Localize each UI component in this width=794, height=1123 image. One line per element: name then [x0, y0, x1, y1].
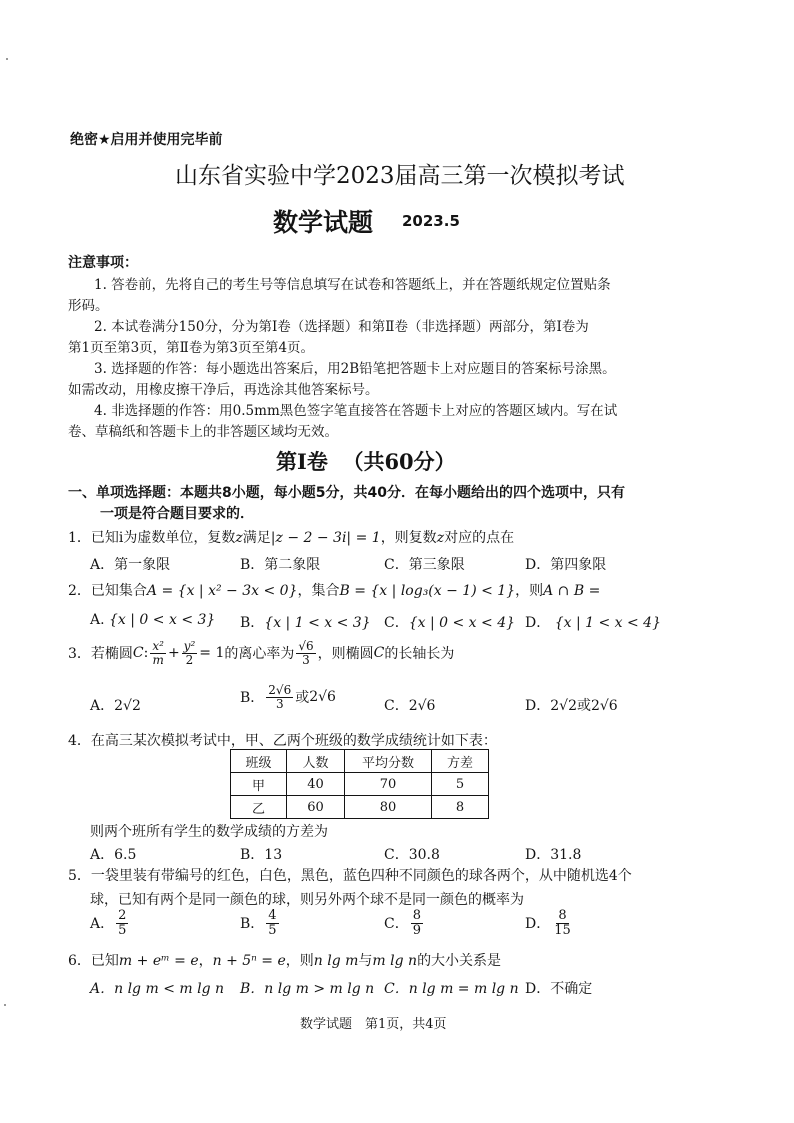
table-header: 方差 — [432, 750, 489, 773]
table-cell: 40 — [287, 773, 345, 796]
table-cell: 8 — [432, 796, 489, 819]
q5-option-d: D． $\frac{8}{15}$ — [525, 908, 571, 938]
note-1-line-1: 1. 答卷前，先将自己的考生号等信息填写在试卷和答题纸上，并在答题纸规定位置贴条 — [94, 277, 611, 293]
question-5-line-2: 球，已知有两个是同一颜色的球，则另外两个球不是同一颜色的概率为 — [90, 892, 524, 908]
question-3-stem: 3．若椭圆 C : $\frac{\text{x²}}{m}$ + $\frac{\text{y²}}{2}$ = 1 的离心率为 $\frac{√6}{3}$ ，则椭圆 C 的长轴长为 — [68, 639, 455, 667]
exam-date: 2023.5 — [402, 212, 460, 230]
table-cell: 甲 — [231, 773, 287, 796]
secret-label: 绝密★启用并使用完毕前 — [70, 132, 223, 148]
q3-option-d: D．2√2或2√6 — [525, 698, 618, 714]
question-4-stem: 4．在高三某次模拟考试中，甲、乙两个班级的数学成绩统计如下表： — [68, 733, 497, 749]
question-5-line-1: 5．一袋里装有带编号的红色，白色，黑色，蓝色四种不同颜色的球各两个，从中随机选4个 — [68, 868, 632, 884]
q6-option-c: C．n lg m = m lg n — [384, 981, 519, 997]
table-cell: 70 — [345, 773, 432, 796]
part-1-title: 第Ⅰ卷 （共60分） — [276, 449, 456, 474]
note-2-line-1: 2. 本试卷满分150分，分为第Ⅰ卷（选择题）和第Ⅱ卷（非选择题）两部分，第Ⅰ卷为 — [94, 319, 589, 335]
q2-option-d: D． {x | 1 < x < 4} — [525, 615, 661, 631]
subject-title: 数学试题 — [273, 208, 374, 237]
q1-option-b: B．第二象限 — [240, 557, 321, 573]
q4-option-b: B．13 — [240, 847, 283, 863]
q1-option-a: A．第一象限 — [90, 557, 171, 573]
note-2-line-2: 第1页至第3页，第Ⅱ卷为第3页至第4页。 — [68, 340, 315, 356]
q5-option-c: C． $\frac{8}{9}$ — [384, 908, 421, 938]
table-header-row — [231, 750, 489, 773]
q2-option-a: A. {x | 0 < x < 3} — [90, 612, 216, 628]
section-1-line-1: 一、单项选择题：本题共8小题，每小题5分，共40分．在每小题给出的四个选项中，只有 — [68, 485, 625, 501]
q6-option-b: B．n lg m > m lg n — [240, 981, 375, 997]
q3-option-b: B． $\frac{2√6}{3}$ 或 2√6 — [240, 683, 336, 711]
q1-option-d: D．第四象限 — [525, 557, 607, 573]
q3-option-c: C．2√6 — [384, 698, 436, 714]
question-1-stem: 1．已知i为虚数单位，复数z满足|z − 2 − 3i| = 1，则复数z对应的点在 — [68, 530, 515, 546]
q5-option-b: B． $\frac{4}{5}$ — [240, 908, 277, 938]
page-footer: 数学试题 第1页，共4页 — [300, 1017, 447, 1032]
note-4-line-1: 4. 非选择题的作答：用0.5mm黑色签字笔直接答在答题卡上对应的答题区域内。写在试 — [94, 403, 618, 419]
note-4-line-2: 卷、草稿纸和答题卡上的非答题区域均无效。 — [68, 424, 338, 440]
question-2-stem: 2．已知集合A = {x | x² − 3x < 0}，集合B = {x | log₃(x − 1) < 1}，则A ∩ B = — [68, 583, 601, 599]
note-3-line-2: 如需改动，用橡皮擦干净后，再选涂其他答案标号。 — [68, 382, 379, 398]
q1-option-c: C．第三象限 — [384, 557, 465, 573]
score-table — [230, 749, 489, 819]
q3-option-a: A．2√2 — [90, 698, 141, 714]
table-header: 人数 — [287, 750, 345, 773]
table-header: 平均分数 — [345, 750, 432, 773]
table-row — [231, 796, 489, 819]
scan-speck — [6, 58, 8, 60]
q4-option-d: D．31.8 — [525, 847, 582, 863]
exam-title: 山东省实验中学2023届高三第一次模拟考试 — [175, 163, 625, 189]
table-cell: 80 — [345, 796, 432, 819]
table-row — [231, 773, 489, 796]
notes-heading: 注意事项： — [68, 255, 138, 271]
note-1-line-2: 形码。 — [68, 298, 109, 314]
q6-option-d: D．不确定 — [525, 981, 593, 997]
q2-option-b: B．{x | 1 < x < 3} — [240, 615, 371, 631]
question-6-stem: 6．已知m + eᵐ = e，n + 5ⁿ = e，则n lg m与m lg n的大小关系是 — [68, 953, 502, 969]
q5-option-a: A． $\frac{2}{5}$ — [90, 908, 127, 938]
table-cell: 乙 — [231, 796, 287, 819]
table-header: 班级 — [231, 750, 287, 773]
q6-option-a: A．n lg m < m lg n — [90, 981, 225, 997]
table-cell: 5 — [432, 773, 489, 796]
table-cell: 60 — [287, 796, 345, 819]
note-3-line-1: 3. 选择题的作答：每小题选出答案后，用2B铅笔把答题卡上对应题目的答案标号涂黑。 — [94, 361, 616, 377]
scan-speck — [4, 1004, 6, 1006]
section-1-line-2: 一项是符合题目要求的． — [100, 506, 254, 522]
q4-option-c: C．30.8 — [384, 847, 440, 863]
question-4-follow: 则两个班所有学生的数学成绩的方差为 — [90, 824, 328, 840]
q4-option-a: A．6.5 — [90, 847, 137, 863]
q2-option-c: C．{x | 0 < x < 4} — [384, 615, 516, 631]
